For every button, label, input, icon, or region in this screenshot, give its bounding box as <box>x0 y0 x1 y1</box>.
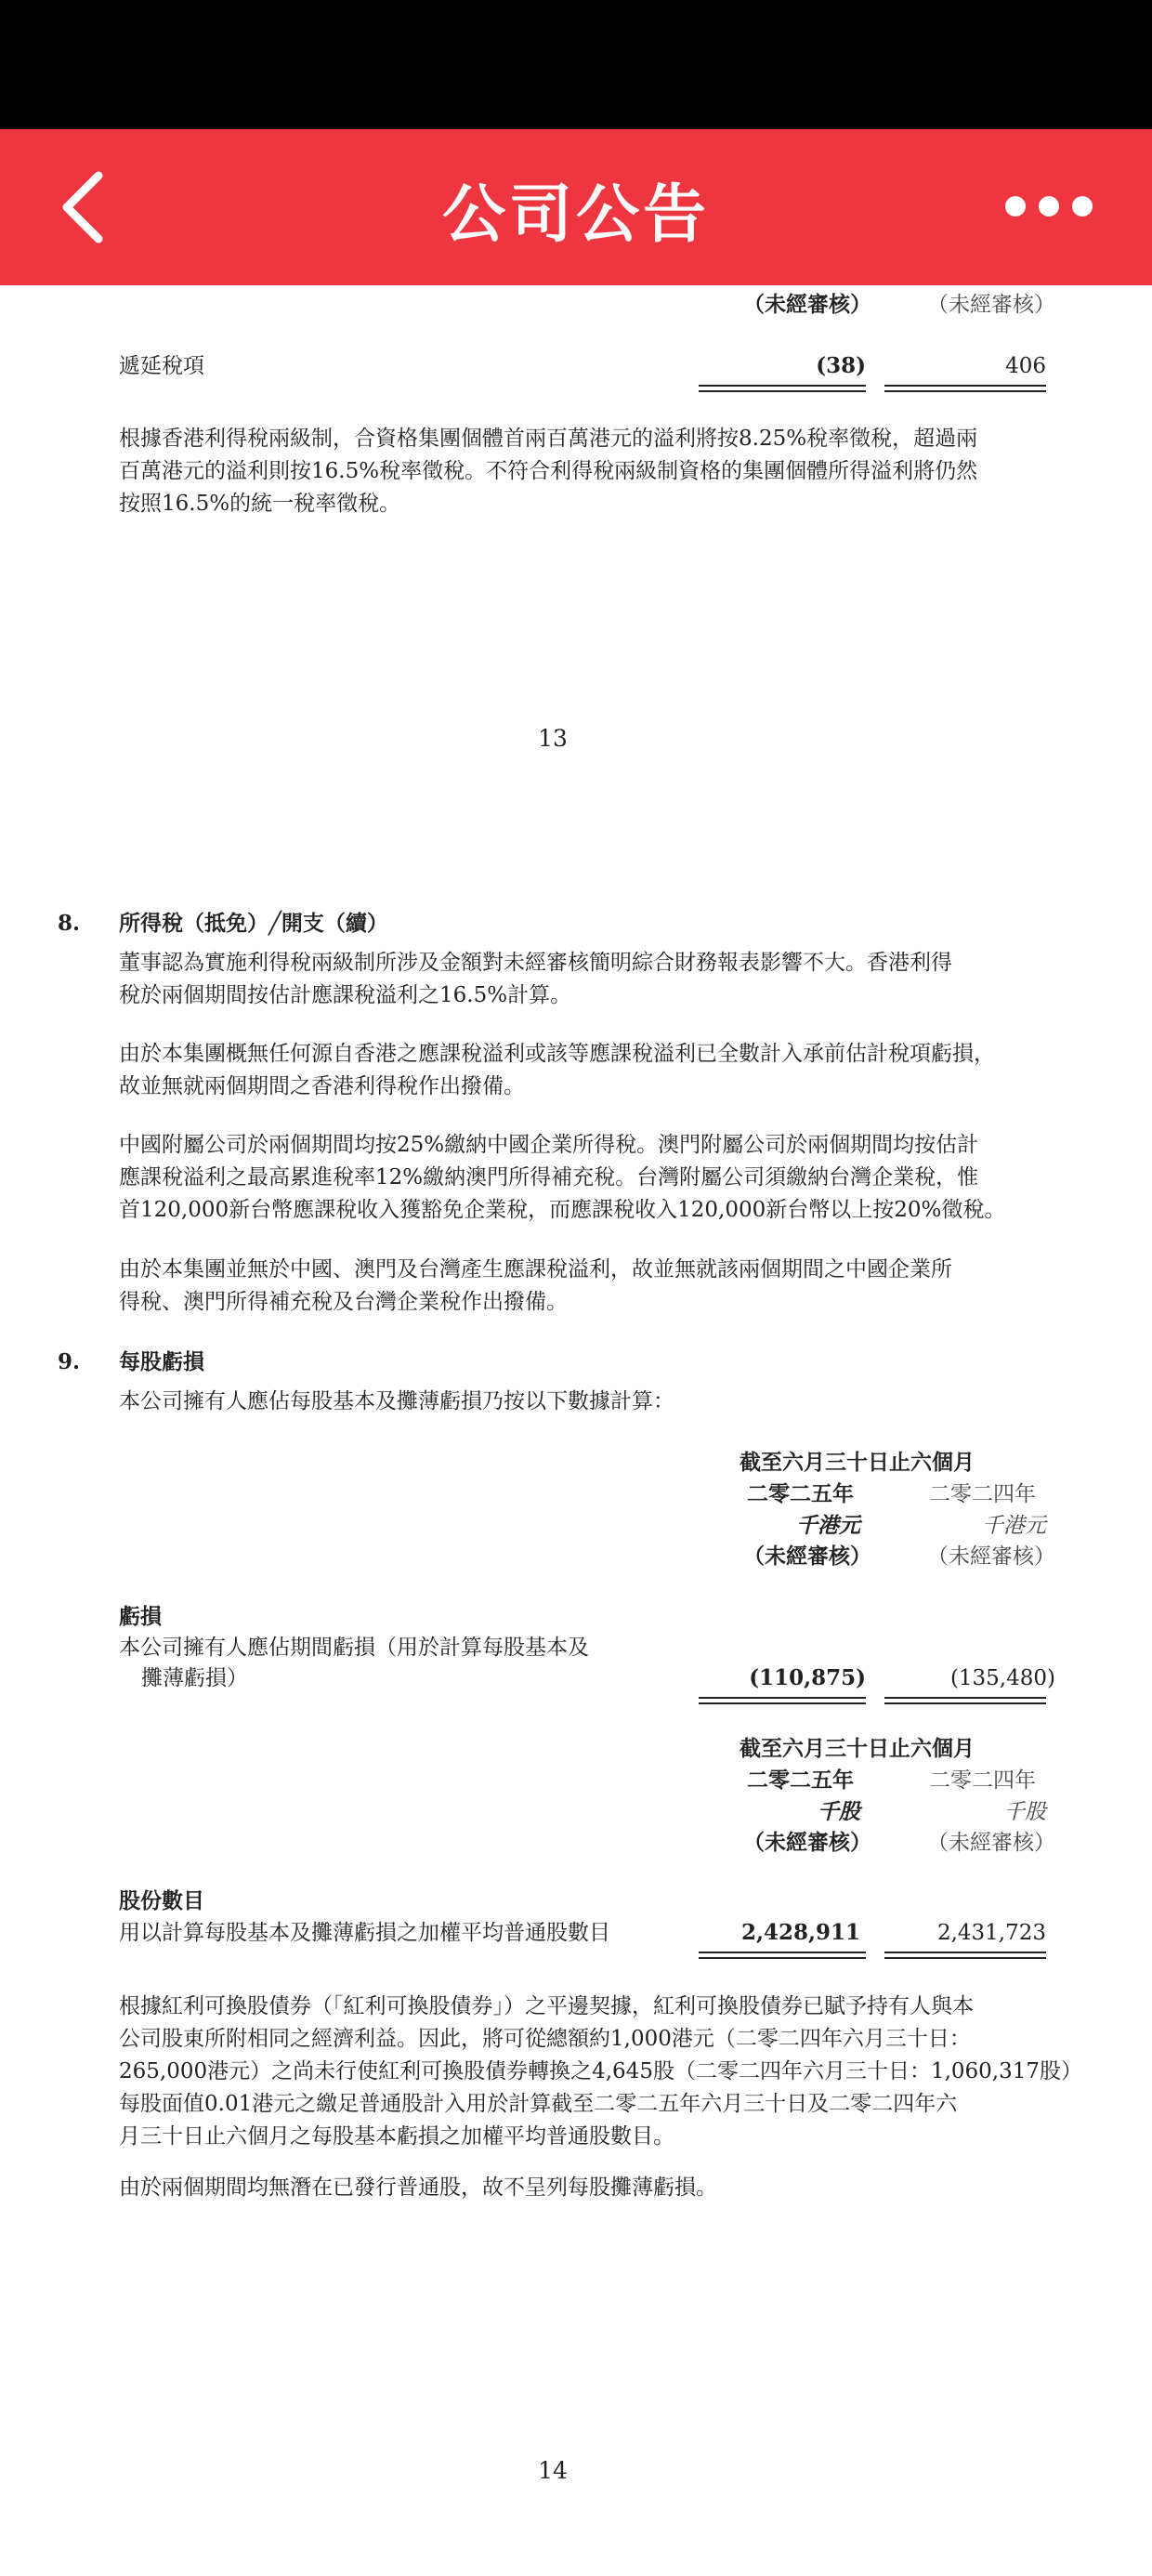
shares-value-2025: 2,428,911 <box>740 1920 860 1945</box>
section-title: 每股虧損 <box>119 1349 204 1374</box>
text-line: 265,000港元）之尚未行使紅利可換股債券轉換之4,645股（二零二四年六月三十日：1,060,317股） <box>119 2059 1083 2083</box>
column-header-unaudited-2024: （未經審核） <box>927 293 1055 317</box>
text-line: 公司股東所附相同之經濟利益。因此，將可從總額約1,000港元（二零二四年六月三十日： <box>119 2027 971 2051</box>
loss-value-2025: (110,875) <box>749 1665 866 1690</box>
deferred-tax-label: 遞延稅項 <box>119 354 204 378</box>
paragraph <box>119 1038 1048 1103</box>
text-line: 由於本集團並無於中國、澳門及台灣產生應課稅溢利，故並無就該兩個期間之中國企業所 <box>119 1257 952 1281</box>
period-header: 截至六月三十日止六個月 <box>740 1736 975 1761</box>
section-number: 9. <box>58 1349 81 1374</box>
section-number: 8. <box>58 911 81 936</box>
section-intro: 本公司擁有人應佔每股基本及攤薄虧損乃按以下數據計算： <box>119 1389 674 1413</box>
text-line: 每股面值0.01港元之繳足普通股計入用於計算截至二零二五年六月三十日及二零二四年六 <box>119 2092 958 2116</box>
shares-value-2024: 2,431,723 <box>936 1921 1046 1945</box>
text-line: 得稅、澳門所得補充稅及台灣企業稅作出撥備。 <box>119 1290 568 1314</box>
double-underline <box>699 385 866 392</box>
double-underline <box>699 1697 866 1704</box>
year-2024-header: 二零二四年 <box>929 1482 1036 1506</box>
row-label-continued: 攤薄虧損） <box>141 1666 248 1690</box>
page-title: 公司公告 <box>441 178 710 252</box>
double-underline <box>884 385 1046 392</box>
tax-note-paragraph <box>119 423 1048 520</box>
paragraph <box>119 1254 1048 1319</box>
unit-2025: 千股 <box>818 1799 860 1824</box>
text-line: 根據紅利可換股債券（「紅利可換股債券」）之平邊契據，紅利可換股債券已賦予持有人與本 <box>119 1994 974 2018</box>
text-line: 中國附屬公司於兩個期間均按25%繳納中國企業所得稅。澳門附屬公司於兩個期間均按估計 <box>119 1133 979 1157</box>
text-line: 稅於兩個期間按估計應課稅溢利之16.5%計算。 <box>119 983 572 1007</box>
paragraph: 由於兩個期間均無潛在已發行普通股，故不呈列每股攤薄虧損。 <box>119 2175 717 2200</box>
section-title: 所得稅（抵免）╱開支（續） <box>119 911 388 936</box>
audit-status-2025: （未經審核） <box>743 1830 871 1855</box>
text-line: 根據香港利得稅兩級制，合資格集團個體首兩百萬港元的溢利將按8.25%稅率徵稅，超過兩 <box>119 427 978 451</box>
paragraph <box>119 1991 1083 2153</box>
year-2025-header: 二零二五年 <box>747 1481 854 1506</box>
text-line: 百萬港元的溢利則按16.5%稅率徵稅。不符合利得稅兩級制資格的集團個體所得溢利將仍然 <box>119 459 978 483</box>
audit-status-2024: （未經審核） <box>927 1831 1055 1855</box>
text-line: 應課稅溢利之最高累進稅率12%繳納澳門所得補充稅。台灣附屬公司須繳納台灣企業稅，惟 <box>119 1165 979 1189</box>
unit-2025: 千港元 <box>796 1513 860 1538</box>
text-line: 故並無就兩個期間之香港利得稅作出撥備。 <box>119 1074 525 1098</box>
double-underline <box>699 1952 866 1959</box>
year-2024-header: 二零二四年 <box>929 1768 1036 1793</box>
page-number: 14 <box>538 2457 568 2484</box>
more-dots-icon <box>1005 196 1026 217</box>
deferred-tax-value-2025: (38) <box>816 353 866 378</box>
more-dots-icon <box>1072 196 1093 217</box>
text-line: 由於本集團概無任何源自香港之應課稅溢利或該等應課稅溢利已全數計入承前估計稅項虧損， <box>119 1042 995 1066</box>
table-section-label: 虧損 <box>119 1604 162 1629</box>
unit-2024: 千港元 <box>982 1514 1046 1538</box>
column-header-unaudited-2025: （未經審核） <box>743 292 871 317</box>
double-underline <box>884 1952 1046 1959</box>
deferred-tax-value-2024: 406 <box>1005 354 1046 378</box>
loss-value-2024: (135,480) <box>949 1666 1055 1690</box>
period-header: 截至六月三十日止六個月 <box>740 1450 975 1475</box>
text-line: 首120,000新台幣應課稅收入獲豁免企業稅，而應課稅收入120,000新台幣以上按20%徵稅。 <box>119 1198 1006 1222</box>
unit-2024: 千股 <box>1003 1800 1046 1824</box>
status-bar <box>0 0 1152 129</box>
paragraph <box>119 947 1048 1012</box>
double-underline <box>884 1697 1046 1704</box>
audit-status-2025: （未經審核） <box>743 1544 871 1569</box>
text-line: 按照16.5%的統一稅率徵稅。 <box>119 492 401 516</box>
app-header <box>0 129 1152 285</box>
page-number: 13 <box>538 725 568 752</box>
paragraph <box>119 1129 1048 1227</box>
more-dots-icon <box>1039 196 1059 217</box>
row-label: 本公司擁有人應佔期間虧損（用於計算每股基本及 <box>119 1636 589 1660</box>
table-section-label: 股份數目 <box>119 1888 204 1913</box>
year-2025-header: 二零二五年 <box>747 1768 854 1793</box>
audit-status-2024: （未經審核） <box>927 1544 1055 1569</box>
more-options-button[interactable] <box>994 185 1106 230</box>
text-line: 月三十日止六個月之每股基本虧損之加權平均普通股數目。 <box>119 2124 674 2149</box>
row-label: 用以計算每股基本及攤薄虧損之加權平均普通股數目 <box>119 1921 610 1945</box>
text-line: 董事認為實施利得稅兩級制所涉及金額對未經審核簡明綜合財務報表影響不大。香港利得 <box>119 951 952 975</box>
